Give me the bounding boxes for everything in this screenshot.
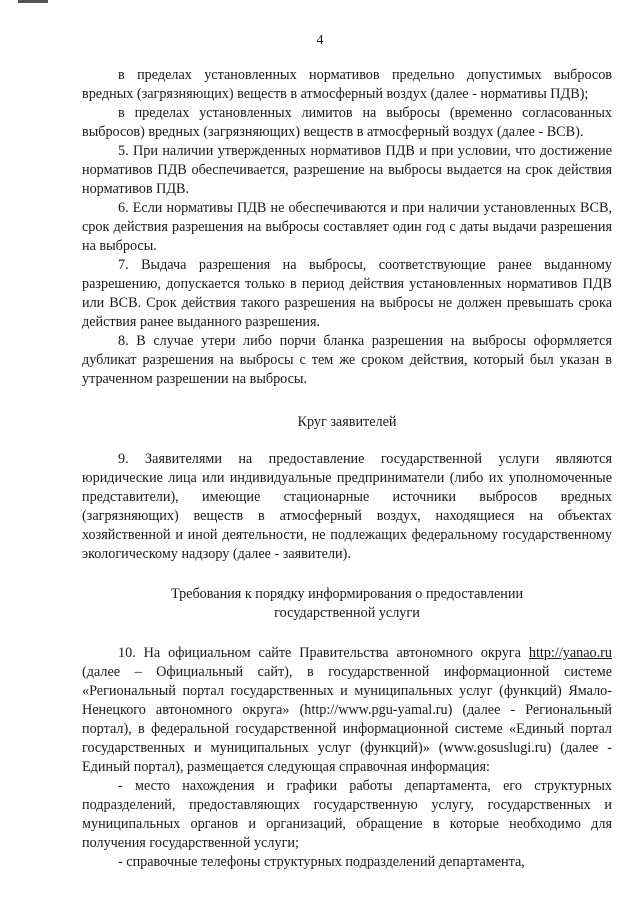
heading-line-2: государственной услуги: [274, 605, 420, 621]
section-heading-applicants: Круг заявителей: [297, 414, 397, 430]
paragraph-vsv-limits: в пределах установленных лимитов на выбросы (временно согласованных выбросов) вредных (загрязняющих) веществ в атмосферный воздух (далее - ВСВ).: [82, 105, 612, 140]
page-number: 4: [316, 33, 324, 48]
paragraph-7: 7. Выдача разрешения на выбросы, соответствующие ранее выданному разрешению, допускается только в период действия установленных нормативов ПДВ или ВСВ. Срок действия такого разрешения на выбросы не должен превышать срока действия ранее выданного разрешения.: [82, 257, 612, 330]
paragraph-9: 9. Заявителями на предоставление государственной услуги являются юридические лица или индивидуальные предприниматели (либо их уполномоченные представители), имеющие стационарные источники выбросов вредных (загрязняющих) веществ в атмосферный воздух, находящиеся на объектах хозяйственной и иной деятельности, не подлежащих федеральному государственному экологическому надзору (далее - заявители).: [82, 451, 612, 562]
heading-line-1: Требования к порядку информирования о предоставлении: [170, 586, 524, 602]
paragraph-10-start: 10. На официальном сайте Правительства автономного округа: [118, 645, 529, 661]
section-heading-information-requirements: [82, 585, 612, 623]
paragraph-5: 5. При наличии утвержденных нормативов ПДВ и при условии, что достижение нормативов ПДВ обеспечивается, разрешение на выбросы выдается на срок действия нормативов ПДВ.: [82, 143, 612, 197]
list-item-location-schedule: - место нахождения и графики работы департамента, его структурных подразделений, предоставляющих государственную услугу, государственных и муниципальных органов и организаций, обращение в которые необходимо для получения государственной услуги;: [82, 778, 612, 851]
paragraph-6: 6. Если нормативы ПДВ не обеспечиваются и при наличии установленных ВСВ, срок действия разрешения на выбросы составляет один год с даты выдачи разрешения на выбросы.: [82, 200, 612, 254]
paragraph-10: [82, 644, 612, 777]
paragraph-10-rest: (далее – Официальный сайт), в государственной информационной системе «Региональный портал государственных и муниципальных услуг (функций) Ямало-Ненецкого автономного округа» (http://www.pgu-yamal.ru) (далее - Региональный портал), в федеральной государственной информационной системе «Единый портал государственных и муниципальных услуг (функций)» (www.gosuslugi.ru) (далее - Единый портал), размещается следующая справочная информация:: [82, 664, 612, 775]
paragraph-pdv-norms: в пределах установленных нормативов предельно допустимых выбросов вредных (загрязняющих) веществ в атмосферный воздух (далее - нормативы ПДВ);: [82, 67, 612, 102]
scan-corner-mark: [18, 0, 48, 3]
official-site-link[interactable]: http://yanao.ru: [528, 645, 612, 661]
list-item-reference-phones: - справочные телефоны структурных подразделений департамента,: [118, 854, 525, 870]
document-body: [82, 66, 612, 872]
paragraph-8: 8. В случае утери либо порчи бланка разрешения на выбросы оформляется дубликат разрешения на выбросы с тем же сроком действия, который был указан в утраченном разрешении на выбросы.: [82, 333, 612, 387]
